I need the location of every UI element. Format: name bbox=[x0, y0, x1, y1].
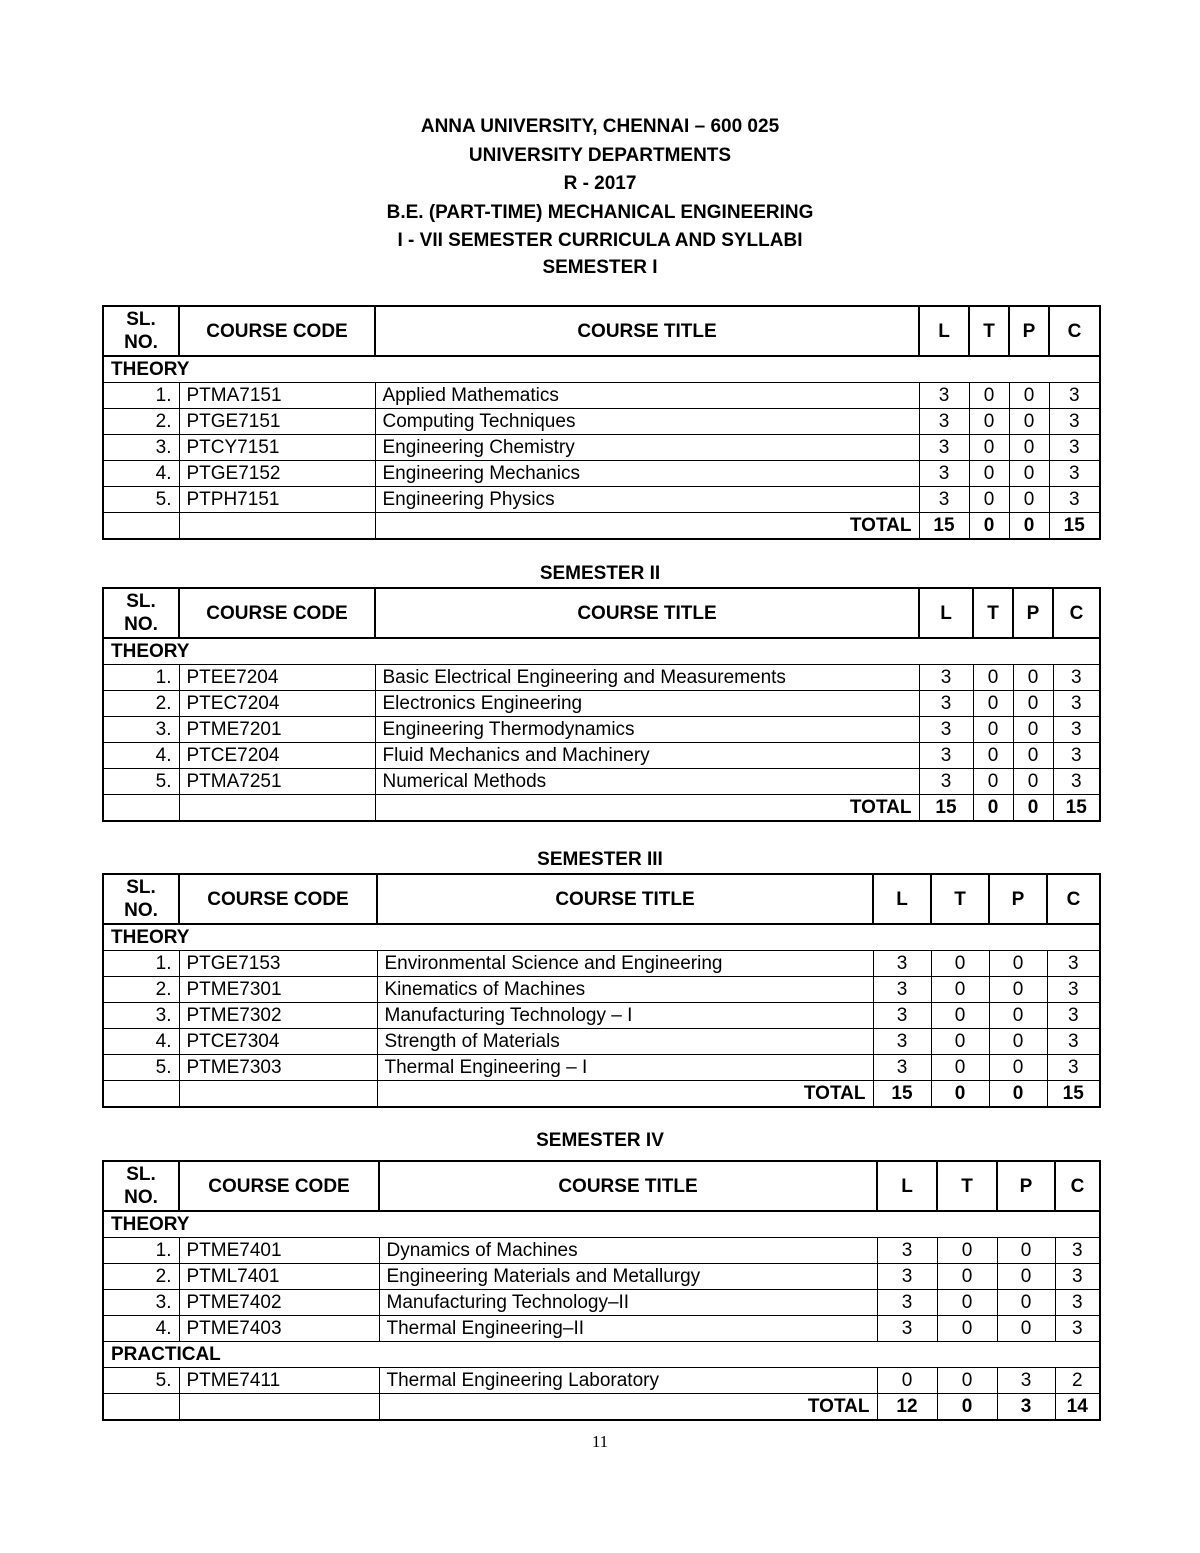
p-cell: 0 bbox=[1013, 691, 1053, 717]
total-t-cell: 0 bbox=[931, 1081, 989, 1108]
sl-no-cell: 4. bbox=[103, 1029, 179, 1055]
table-row bbox=[103, 1003, 1100, 1029]
header-course-title: COURSE TITLE bbox=[375, 588, 919, 638]
curricula-line: I - VII SEMESTER CURRICULA AND SYLLABI bbox=[397, 230, 803, 252]
total-label: TOTAL bbox=[379, 1394, 877, 1421]
sl-no-cell: 1. bbox=[103, 1238, 179, 1264]
section-row bbox=[103, 1342, 1100, 1368]
course-title-cell: Engineering Thermodynamics bbox=[375, 717, 919, 743]
table-header-row bbox=[103, 1161, 1100, 1211]
total-p-cell: 0 bbox=[989, 1081, 1047, 1108]
course-table bbox=[102, 587, 1101, 822]
total-label: TOTAL bbox=[375, 513, 919, 540]
course-code-cell: PTME7403 bbox=[179, 1316, 379, 1342]
header-l: L bbox=[877, 1161, 937, 1211]
sl-no-cell: 2. bbox=[103, 1264, 179, 1290]
header-course-title: COURSE TITLE bbox=[375, 306, 919, 356]
table-row bbox=[103, 487, 1100, 513]
page-number: 11 bbox=[591, 1432, 609, 1451]
course-code-cell: PTME7301 bbox=[179, 977, 377, 1003]
header-course-code: COURSE CODE bbox=[179, 874, 377, 924]
sl-no-cell: 1. bbox=[103, 665, 179, 691]
section-label: THEORY bbox=[103, 356, 1100, 383]
empty-cell bbox=[103, 795, 179, 822]
total-label: TOTAL bbox=[375, 795, 919, 822]
semester-title: SEMESTER III bbox=[537, 849, 663, 870]
table-row bbox=[103, 435, 1100, 461]
total-l-cell: 15 bbox=[919, 513, 969, 540]
total-row bbox=[103, 795, 1100, 822]
t-cell: 0 bbox=[931, 1055, 989, 1081]
header-course-title: COURSE TITLE bbox=[379, 1161, 877, 1211]
l-cell: 3 bbox=[873, 951, 931, 977]
l-cell: 3 bbox=[919, 461, 969, 487]
t-cell: 0 bbox=[931, 951, 989, 977]
total-p-cell: 3 bbox=[997, 1394, 1055, 1421]
t-cell: 0 bbox=[973, 717, 1013, 743]
course-code-cell: PTME7303 bbox=[179, 1055, 377, 1081]
t-cell: 0 bbox=[931, 1003, 989, 1029]
t-cell: 0 bbox=[969, 383, 1009, 409]
section-label: THEORY bbox=[103, 638, 1100, 665]
section-label: PRACTICAL bbox=[103, 1342, 1100, 1368]
course-title-cell: Thermal Engineering–II bbox=[379, 1316, 877, 1342]
empty-cell bbox=[179, 795, 375, 822]
table-row bbox=[103, 1368, 1100, 1394]
sl-no-cell: 3. bbox=[103, 1003, 179, 1029]
course-title-cell: Applied Mathematics bbox=[375, 383, 919, 409]
total-row bbox=[103, 1081, 1100, 1108]
header-t: T bbox=[931, 874, 989, 924]
t-cell: 0 bbox=[973, 769, 1013, 795]
table-row bbox=[103, 691, 1100, 717]
p-cell: 0 bbox=[1009, 409, 1049, 435]
sl-no-cell: 5. bbox=[103, 487, 179, 513]
course-title-cell: Manufacturing Technology–II bbox=[379, 1290, 877, 1316]
sl-no-cell: 2. bbox=[103, 691, 179, 717]
l-cell: 3 bbox=[873, 1003, 931, 1029]
total-row bbox=[103, 1394, 1100, 1421]
course-title-cell: Strength of Materials bbox=[377, 1029, 873, 1055]
empty-cell bbox=[179, 513, 375, 540]
header-l: L bbox=[873, 874, 931, 924]
c-cell: 3 bbox=[1047, 977, 1100, 1003]
sl-no-cell: 4. bbox=[103, 461, 179, 487]
p-cell: 0 bbox=[1013, 769, 1053, 795]
table-row bbox=[103, 1264, 1100, 1290]
course-title-cell: Computing Techniques bbox=[375, 409, 919, 435]
p-cell: 0 bbox=[989, 951, 1047, 977]
header-sl-no: SL. NO. bbox=[103, 874, 179, 924]
course-title-cell: Fluid Mechanics and Machinery bbox=[375, 743, 919, 769]
total-l-cell: 15 bbox=[919, 795, 973, 822]
p-cell: 0 bbox=[997, 1290, 1055, 1316]
total-c-cell: 14 bbox=[1055, 1394, 1100, 1421]
c-cell: 3 bbox=[1055, 1316, 1100, 1342]
t-cell: 0 bbox=[973, 743, 1013, 769]
c-cell: 3 bbox=[1053, 743, 1100, 769]
document-header bbox=[0, 113, 1200, 256]
course-title-cell: Dynamics of Machines bbox=[379, 1238, 877, 1264]
l-cell: 3 bbox=[877, 1290, 937, 1316]
regulation-line: R - 2017 bbox=[563, 173, 637, 195]
course-title-cell: Electronics Engineering bbox=[375, 691, 919, 717]
empty-cell bbox=[103, 513, 179, 540]
header-l: L bbox=[919, 306, 969, 356]
course-title-cell: Thermal Engineering Laboratory bbox=[379, 1368, 877, 1394]
course-code-cell: PTPH7151 bbox=[179, 487, 375, 513]
table-row bbox=[103, 769, 1100, 795]
sl-no-cell: 5. bbox=[103, 1368, 179, 1394]
course-title-cell: Numerical Methods bbox=[375, 769, 919, 795]
university-name: ANNA UNIVERSITY, CHENNAI – 600 025 bbox=[420, 116, 780, 137]
total-l-cell: 15 bbox=[873, 1081, 931, 1108]
course-code-cell: PTGE7153 bbox=[179, 951, 377, 977]
table-row bbox=[103, 1290, 1100, 1316]
header-sl-no: SL. NO. bbox=[103, 588, 179, 638]
c-cell: 3 bbox=[1055, 1238, 1100, 1264]
section-label: THEORY bbox=[103, 1211, 1100, 1238]
sl-no-cell: 5. bbox=[103, 769, 179, 795]
section-row bbox=[103, 356, 1100, 383]
l-cell: 3 bbox=[919, 743, 973, 769]
total-c-cell: 15 bbox=[1047, 1081, 1100, 1108]
table-row bbox=[103, 743, 1100, 769]
header-course-code: COURSE CODE bbox=[179, 306, 375, 356]
empty-cell bbox=[103, 1394, 179, 1421]
table-row bbox=[103, 1238, 1100, 1264]
header-p: P bbox=[1013, 588, 1053, 638]
table-row bbox=[103, 1055, 1100, 1081]
total-l-cell: 12 bbox=[877, 1394, 937, 1421]
total-label: TOTAL bbox=[377, 1081, 873, 1108]
programme-line: B.E. (PART-TIME) MECHANICAL ENGINEERING bbox=[386, 201, 814, 223]
l-cell: 3 bbox=[919, 487, 969, 513]
course-title-cell: Engineering Physics bbox=[375, 487, 919, 513]
table-row bbox=[103, 717, 1100, 743]
header-l: L bbox=[919, 588, 973, 638]
course-code-cell: PTME7401 bbox=[179, 1238, 379, 1264]
l-cell: 0 bbox=[877, 1368, 937, 1394]
table-row bbox=[103, 409, 1100, 435]
l-cell: 3 bbox=[873, 1029, 931, 1055]
table-row bbox=[103, 461, 1100, 487]
c-cell: 3 bbox=[1053, 691, 1100, 717]
c-cell: 2 bbox=[1055, 1368, 1100, 1394]
t-cell: 0 bbox=[937, 1316, 997, 1342]
c-cell: 3 bbox=[1049, 435, 1100, 461]
total-t-cell: 0 bbox=[937, 1394, 997, 1421]
sl-no-cell: 1. bbox=[103, 951, 179, 977]
p-cell: 0 bbox=[1013, 665, 1053, 691]
t-cell: 0 bbox=[937, 1238, 997, 1264]
p-cell: 0 bbox=[989, 1055, 1047, 1081]
empty-cell bbox=[179, 1081, 377, 1108]
t-cell: 0 bbox=[969, 435, 1009, 461]
t-cell: 0 bbox=[969, 461, 1009, 487]
header-t: T bbox=[969, 306, 1009, 356]
p-cell: 0 bbox=[997, 1238, 1055, 1264]
total-t-cell: 0 bbox=[973, 795, 1013, 822]
course-title-cell: Engineering Chemistry bbox=[375, 435, 919, 461]
header-p: P bbox=[1009, 306, 1049, 356]
course-title-cell: Thermal Engineering – I bbox=[377, 1055, 873, 1081]
l-cell: 3 bbox=[873, 977, 931, 1003]
p-cell: 0 bbox=[1013, 743, 1053, 769]
c-cell: 3 bbox=[1055, 1264, 1100, 1290]
course-title-cell: Engineering Materials and Metallurgy bbox=[379, 1264, 877, 1290]
l-cell: 3 bbox=[919, 717, 973, 743]
sl-no-cell: 1. bbox=[103, 383, 179, 409]
c-cell: 3 bbox=[1055, 1290, 1100, 1316]
course-code-cell: PTEC7204 bbox=[179, 691, 375, 717]
header-p: P bbox=[997, 1161, 1055, 1211]
course-code-cell: PTCE7304 bbox=[179, 1029, 377, 1055]
empty-cell bbox=[103, 1081, 179, 1108]
p-cell: 0 bbox=[1009, 461, 1049, 487]
sl-no-cell: 3. bbox=[103, 717, 179, 743]
section-label: THEORY bbox=[103, 924, 1100, 951]
header-c: C bbox=[1049, 306, 1100, 356]
sl-no-cell: 4. bbox=[103, 1316, 179, 1342]
p-cell: 0 bbox=[1009, 435, 1049, 461]
table-row bbox=[103, 977, 1100, 1003]
sl-no-cell: 2. bbox=[103, 977, 179, 1003]
total-p-cell: 0 bbox=[1013, 795, 1053, 822]
l-cell: 3 bbox=[919, 665, 973, 691]
header-t: T bbox=[973, 588, 1013, 638]
header-course-code: COURSE CODE bbox=[179, 1161, 379, 1211]
course-code-cell: PTME7201 bbox=[179, 717, 375, 743]
header-c: C bbox=[1053, 588, 1100, 638]
departments-line: UNIVERSITY DEPARTMENTS bbox=[468, 144, 732, 166]
sl-no-cell: 2. bbox=[103, 409, 179, 435]
course-title-cell: Kinematics of Machines bbox=[377, 977, 873, 1003]
header-t: T bbox=[937, 1161, 997, 1211]
l-cell: 3 bbox=[919, 769, 973, 795]
l-cell: 3 bbox=[873, 1055, 931, 1081]
p-cell: 0 bbox=[989, 1029, 1047, 1055]
sl-no-cell: 4. bbox=[103, 743, 179, 769]
course-code-cell: PTGE7152 bbox=[179, 461, 375, 487]
table-row bbox=[103, 1029, 1100, 1055]
table-header-row bbox=[103, 306, 1100, 356]
p-cell: 0 bbox=[989, 1003, 1047, 1029]
l-cell: 3 bbox=[877, 1238, 937, 1264]
t-cell: 0 bbox=[937, 1290, 997, 1316]
course-title-cell: Environmental Science and Engineering bbox=[377, 951, 873, 977]
section-row bbox=[103, 924, 1100, 951]
c-cell: 3 bbox=[1047, 951, 1100, 977]
table-header-row bbox=[103, 588, 1100, 638]
header-course-code: COURSE CODE bbox=[179, 588, 375, 638]
semester-title: SEMESTER II bbox=[539, 563, 661, 584]
sl-no-cell: 5. bbox=[103, 1055, 179, 1081]
total-t-cell: 0 bbox=[969, 513, 1009, 540]
c-cell: 3 bbox=[1047, 1029, 1100, 1055]
table-row bbox=[103, 1316, 1100, 1342]
header-c: C bbox=[1055, 1161, 1100, 1211]
l-cell: 3 bbox=[919, 383, 969, 409]
course-code-cell: PTCY7151 bbox=[179, 435, 375, 461]
p-cell: 0 bbox=[989, 977, 1047, 1003]
p-cell: 0 bbox=[997, 1316, 1055, 1342]
semester-title: SEMESTER I bbox=[542, 257, 658, 278]
table-header-row bbox=[103, 874, 1100, 924]
p-cell: 0 bbox=[1009, 383, 1049, 409]
c-cell: 3 bbox=[1049, 487, 1100, 513]
l-cell: 3 bbox=[919, 691, 973, 717]
course-table bbox=[102, 305, 1101, 540]
total-p-cell: 0 bbox=[1009, 513, 1049, 540]
c-cell: 3 bbox=[1053, 769, 1100, 795]
header-c: C bbox=[1047, 874, 1100, 924]
course-code-cell: PTMA7151 bbox=[179, 383, 375, 409]
section-row bbox=[103, 638, 1100, 665]
course-code-cell: PTGE7151 bbox=[179, 409, 375, 435]
course-code-cell: PTEE7204 bbox=[179, 665, 375, 691]
c-cell: 3 bbox=[1047, 1055, 1100, 1081]
header-p: P bbox=[989, 874, 1047, 924]
total-c-cell: 15 bbox=[1053, 795, 1100, 822]
sl-no-cell: 3. bbox=[103, 1290, 179, 1316]
course-code-cell: PTME7302 bbox=[179, 1003, 377, 1029]
l-cell: 3 bbox=[919, 409, 969, 435]
header-course-title: COURSE TITLE bbox=[377, 874, 873, 924]
course-title-cell: Engineering Mechanics bbox=[375, 461, 919, 487]
l-cell: 3 bbox=[877, 1316, 937, 1342]
t-cell: 0 bbox=[969, 487, 1009, 513]
course-code-cell: PTME7411 bbox=[179, 1368, 379, 1394]
c-cell: 3 bbox=[1053, 665, 1100, 691]
course-title-cell: Basic Electrical Engineering and Measurements bbox=[375, 665, 919, 691]
p-cell: 0 bbox=[1013, 717, 1053, 743]
table-row bbox=[103, 665, 1100, 691]
t-cell: 0 bbox=[931, 977, 989, 1003]
c-cell: 3 bbox=[1053, 717, 1100, 743]
course-code-cell: PTME7402 bbox=[179, 1290, 379, 1316]
p-cell: 0 bbox=[997, 1264, 1055, 1290]
course-code-cell: PTMA7251 bbox=[179, 769, 375, 795]
course-code-cell: PTCE7204 bbox=[179, 743, 375, 769]
course-title-cell: Manufacturing Technology – I bbox=[377, 1003, 873, 1029]
l-cell: 3 bbox=[919, 435, 969, 461]
t-cell: 0 bbox=[937, 1368, 997, 1394]
t-cell: 0 bbox=[931, 1029, 989, 1055]
p-cell: 0 bbox=[1009, 487, 1049, 513]
course-table bbox=[102, 1160, 1101, 1421]
course-code-cell: PTML7401 bbox=[179, 1264, 379, 1290]
header-sl-no: SL. NO. bbox=[103, 1161, 179, 1211]
t-cell: 0 bbox=[973, 665, 1013, 691]
c-cell: 3 bbox=[1049, 409, 1100, 435]
table-row bbox=[103, 383, 1100, 409]
t-cell: 0 bbox=[973, 691, 1013, 717]
t-cell: 0 bbox=[937, 1264, 997, 1290]
c-cell: 3 bbox=[1049, 383, 1100, 409]
semester-title: SEMESTER IV bbox=[536, 1130, 664, 1151]
l-cell: 3 bbox=[877, 1264, 937, 1290]
empty-cell bbox=[179, 1394, 379, 1421]
section-row bbox=[103, 1211, 1100, 1238]
total-row bbox=[103, 513, 1100, 540]
p-cell: 3 bbox=[997, 1368, 1055, 1394]
sl-no-cell: 3. bbox=[103, 435, 179, 461]
course-table bbox=[102, 873, 1101, 1108]
c-cell: 3 bbox=[1049, 461, 1100, 487]
c-cell: 3 bbox=[1047, 1003, 1100, 1029]
total-c-cell: 15 bbox=[1049, 513, 1100, 540]
table-row bbox=[103, 951, 1100, 977]
t-cell: 0 bbox=[969, 409, 1009, 435]
header-sl-no: SL. NO. bbox=[103, 306, 179, 356]
